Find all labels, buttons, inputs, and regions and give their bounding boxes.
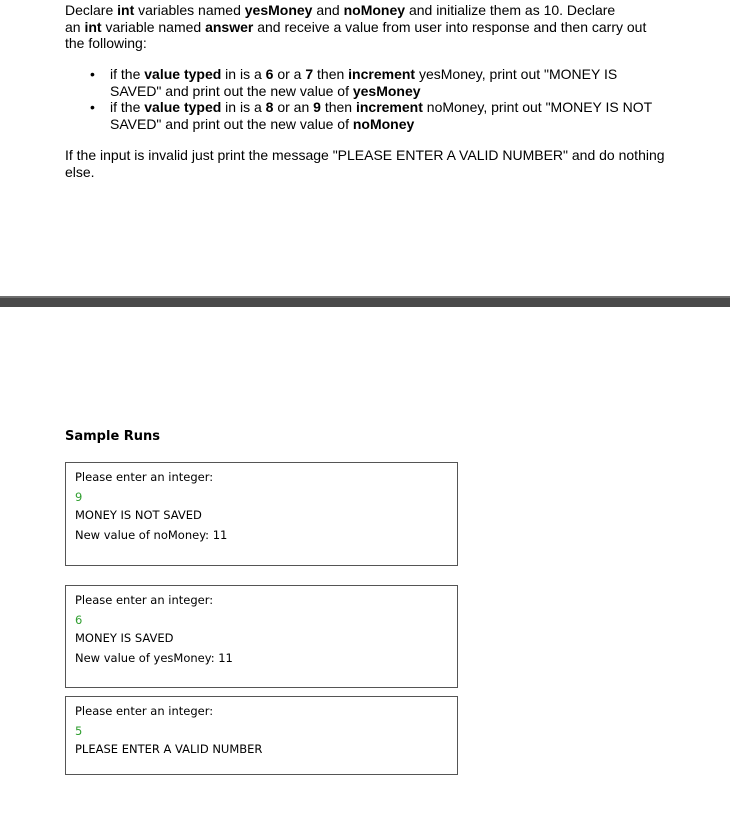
bullet-dot-icon: • [90, 99, 95, 115]
sample-run-box [65, 462, 458, 566]
bullet-dot-icon: • [90, 66, 95, 82]
run-output-line: New value of yesMoney: 11 [75, 651, 233, 665]
invalid-input-note: If the input is invalid just print the message "PLEASE ENTER A VALID NUMBER" and do nothing else. [65, 147, 665, 180]
run-prompt: Please enter an integer: [75, 593, 214, 607]
sample-run-box [65, 585, 458, 688]
run-output-line: New value of noMoney: 11 [75, 528, 228, 542]
bullet-item [90, 66, 690, 99]
sample-runs-title: Sample Runs [65, 429, 161, 444]
bullet-item [90, 99, 690, 132]
page-divider [0, 296, 730, 307]
run-prompt: Please enter an integer: [75, 704, 214, 718]
bullet-text: if the value typed in is a 8 or an 9 then increment noMoney, print out "MONEY IS NOT SAVED" and print out the new value of noMoney [110, 99, 653, 132]
run-output-line: MONEY IS SAVED [75, 631, 174, 645]
run-input: 5 [75, 724, 83, 738]
bullet-text: if the value typed in is a 6 or a 7 then increment yesMoney, print out "MONEY IS SAVED" and print out the new value of yesMoney [110, 66, 618, 99]
run-input: 9 [75, 490, 83, 504]
run-input: 6 [75, 613, 83, 627]
instructions-intro: Declare int variables named yesMoney and noMoney and initialize them as 10. Declare an int variable named answer and receive a value from user into response and then carry out the following: [65, 2, 647, 51]
run-output-line: MONEY IS NOT SAVED [75, 508, 202, 522]
run-output-line: PLEASE ENTER A VALID NUMBER [75, 742, 263, 756]
run-prompt: Please enter an integer: [75, 470, 214, 484]
instructions-bullet-list [90, 66, 690, 132]
sample-run-box [65, 696, 458, 775]
